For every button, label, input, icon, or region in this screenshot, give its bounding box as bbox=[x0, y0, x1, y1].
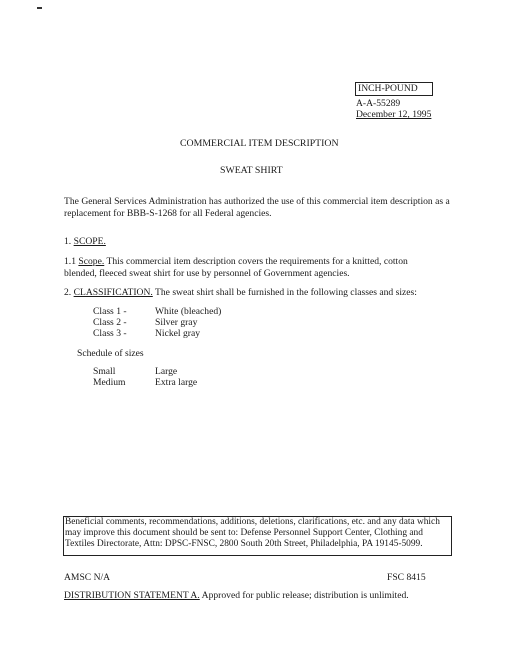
class-color: Nickel gray bbox=[155, 328, 201, 339]
class-row bbox=[93, 306, 293, 317]
scope-heading-text: SCOPE. bbox=[73, 236, 106, 247]
document-number: A-A-55289 bbox=[356, 98, 401, 109]
classification-heading-text: CLASSIFICATION. bbox=[73, 287, 153, 298]
size-row bbox=[93, 377, 293, 388]
size-name: Small bbox=[93, 366, 116, 377]
distribution-statement bbox=[64, 590, 409, 601]
size-row bbox=[93, 366, 293, 377]
class-label: Class 2 - bbox=[93, 317, 127, 328]
classification-text: The sweat shirt shall be furnished in the following classes and sizes: bbox=[152, 287, 417, 298]
scope-heading bbox=[64, 236, 106, 247]
classification-heading bbox=[64, 287, 417, 298]
class-label: Class 1 - bbox=[93, 306, 127, 317]
scope-heading-number: 1. bbox=[64, 236, 72, 247]
comments-box: Beneficial comments, recommendations, additions, deletions, clarifications, etc. and any data which may improve this document should be sent to: Defense Personnel Support Center, Clothing and Textiles Directorate, Attn: DPSC-FNSC, 2800 South 20th Street, Philadelphia, PA 19145-5099. bbox=[63, 516, 452, 556]
distribution-label: DISTRIBUTION STATEMENT A. bbox=[64, 590, 200, 601]
inch-pound-box: INCH-POUND bbox=[355, 82, 433, 96]
size-name: Extra large bbox=[155, 377, 198, 388]
scan-speck bbox=[37, 7, 42, 9]
class-row bbox=[93, 317, 293, 328]
sizes-heading: Schedule of sizes bbox=[77, 348, 144, 359]
scope-para-number: 1.1 bbox=[64, 256, 76, 267]
amsc-label: AMSC N/A bbox=[64, 572, 111, 583]
distribution-text: Approved for public release; distribution is unlimited. bbox=[199, 590, 409, 601]
document-title: COMMERCIAL ITEM DESCRIPTION bbox=[180, 138, 339, 149]
scope-paragraph bbox=[64, 256, 424, 279]
size-name: Large bbox=[155, 366, 178, 377]
fsc-label: FSC 8415 bbox=[387, 572, 426, 583]
classification-heading-number: 2. bbox=[64, 287, 72, 298]
intro-paragraph: The General Services Administration has authorized the use of this commercial item description as a replacement for BBB-S-1268 for all Federal agencies. bbox=[64, 196, 450, 219]
scope-para-text: This commercial item description covers the requirements for a knitted, cotton blended, fleeced sweat shirt for use by personnel of Government agencies. bbox=[64, 256, 408, 279]
class-label: Class 3 - bbox=[93, 328, 127, 339]
document-date: December 12, 1995 bbox=[356, 109, 432, 120]
class-color: Silver gray bbox=[155, 317, 198, 328]
scope-para-title: Scope. bbox=[78, 256, 105, 267]
class-row bbox=[93, 328, 293, 339]
item-name: SWEAT SHIRT bbox=[220, 165, 283, 176]
class-color: White (bleached) bbox=[155, 306, 222, 317]
size-name: Medium bbox=[93, 377, 126, 388]
